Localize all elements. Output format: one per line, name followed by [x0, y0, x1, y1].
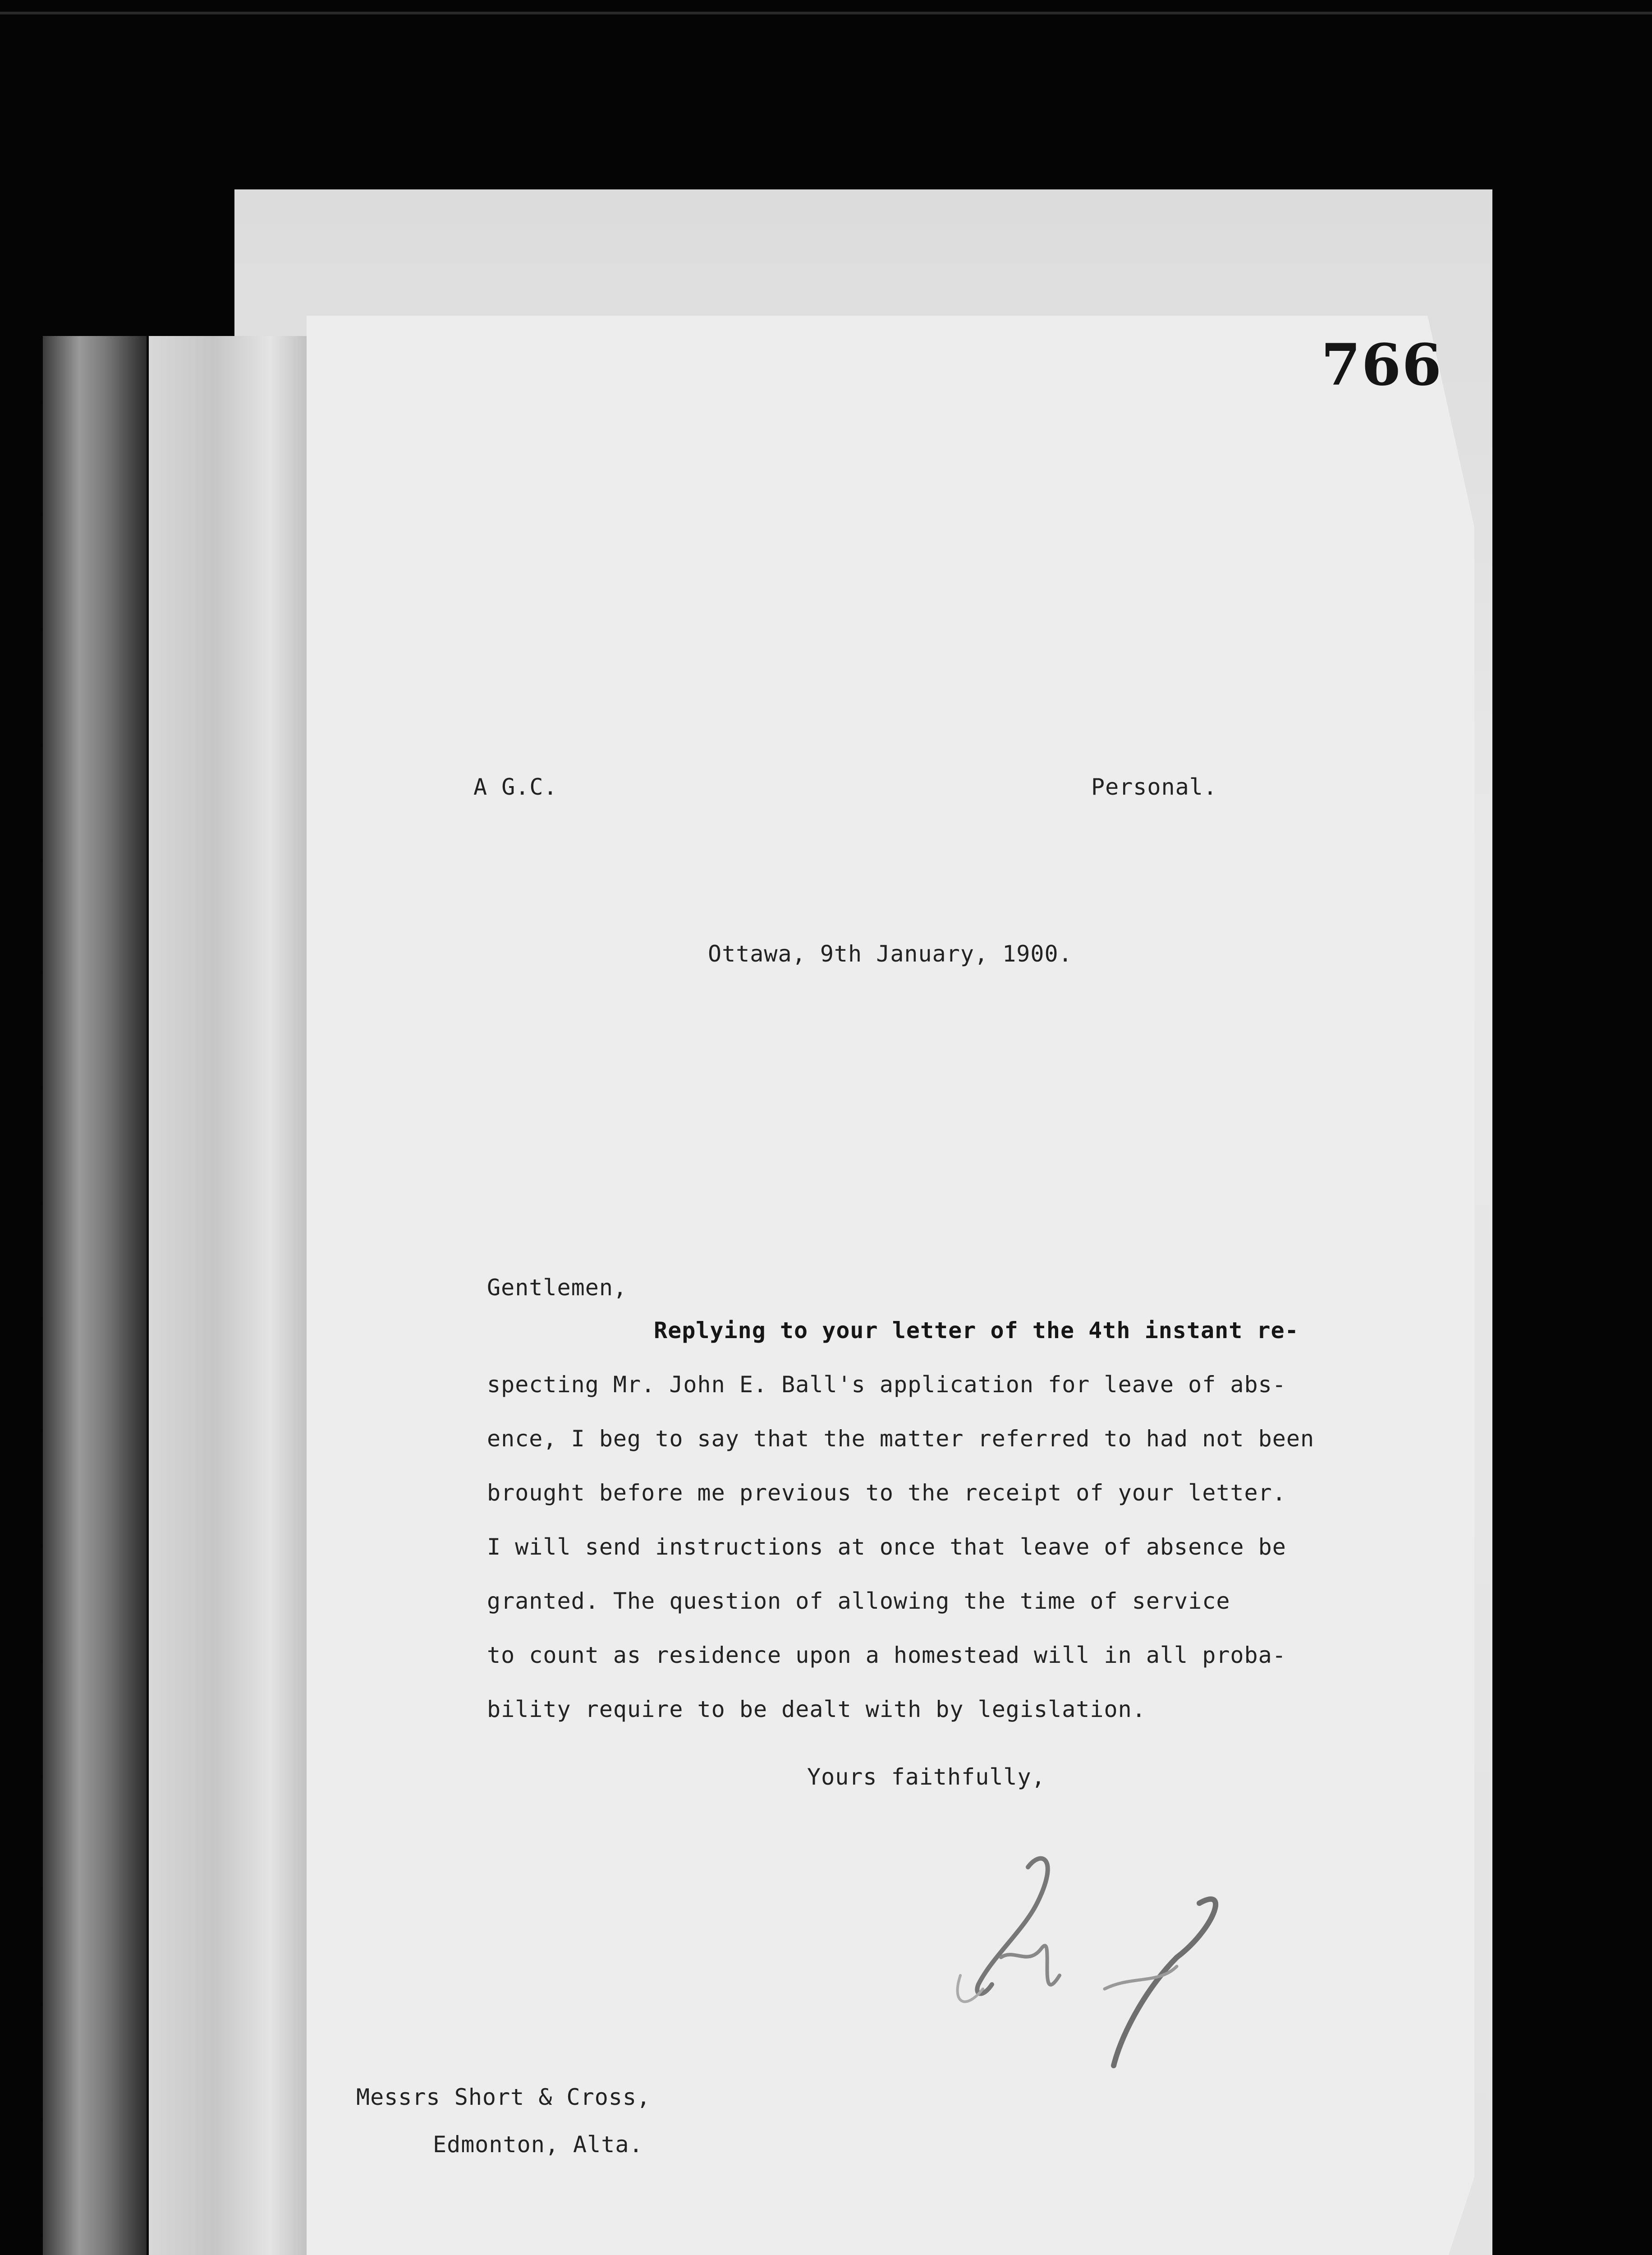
body-line-5: I will send instructions at once that leave of absence be: [487, 1534, 1286, 1560]
closing: Yours faithfully,: [807, 1764, 1046, 1790]
film-frame-border: [0, 12, 1652, 14]
addressee-line-2: Edmonton, Alta.: [433, 2131, 643, 2158]
header-right: Personal.: [1091, 774, 1217, 800]
binding-edge: [43, 336, 147, 2255]
handwritten-signature: [924, 1840, 1330, 2075]
body-line-6: granted. The question of allowing the time of service: [487, 1588, 1230, 1614]
header-left: A G.C.: [473, 774, 558, 800]
addressee-line-1: Messrs Short & Cross,: [356, 2084, 651, 2110]
body-line-2: specting Mr. John E. Ball's application for leave of abs-: [487, 1371, 1286, 1398]
body-line-3: ence, I beg to say that the matter referred to had not been: [487, 1426, 1315, 1452]
body-line-4: brought before me previous to the receipt of your letter.: [487, 1480, 1286, 1506]
body-line-7: to count as residence upon a homestead will in all proba-: [487, 1642, 1286, 1668]
salutation: Gentlemen,: [487, 1275, 628, 1301]
page-number: 766: [1321, 331, 1443, 398]
dateline: Ottawa, 9th January, 1900.: [708, 941, 1073, 967]
body-line-1: Replying to your letter of the 4th instant re-: [654, 1317, 1299, 1344]
folded-margin: [149, 336, 313, 2255]
body-line-8: bility require to be dealt with by legislation.: [487, 1696, 1146, 1722]
